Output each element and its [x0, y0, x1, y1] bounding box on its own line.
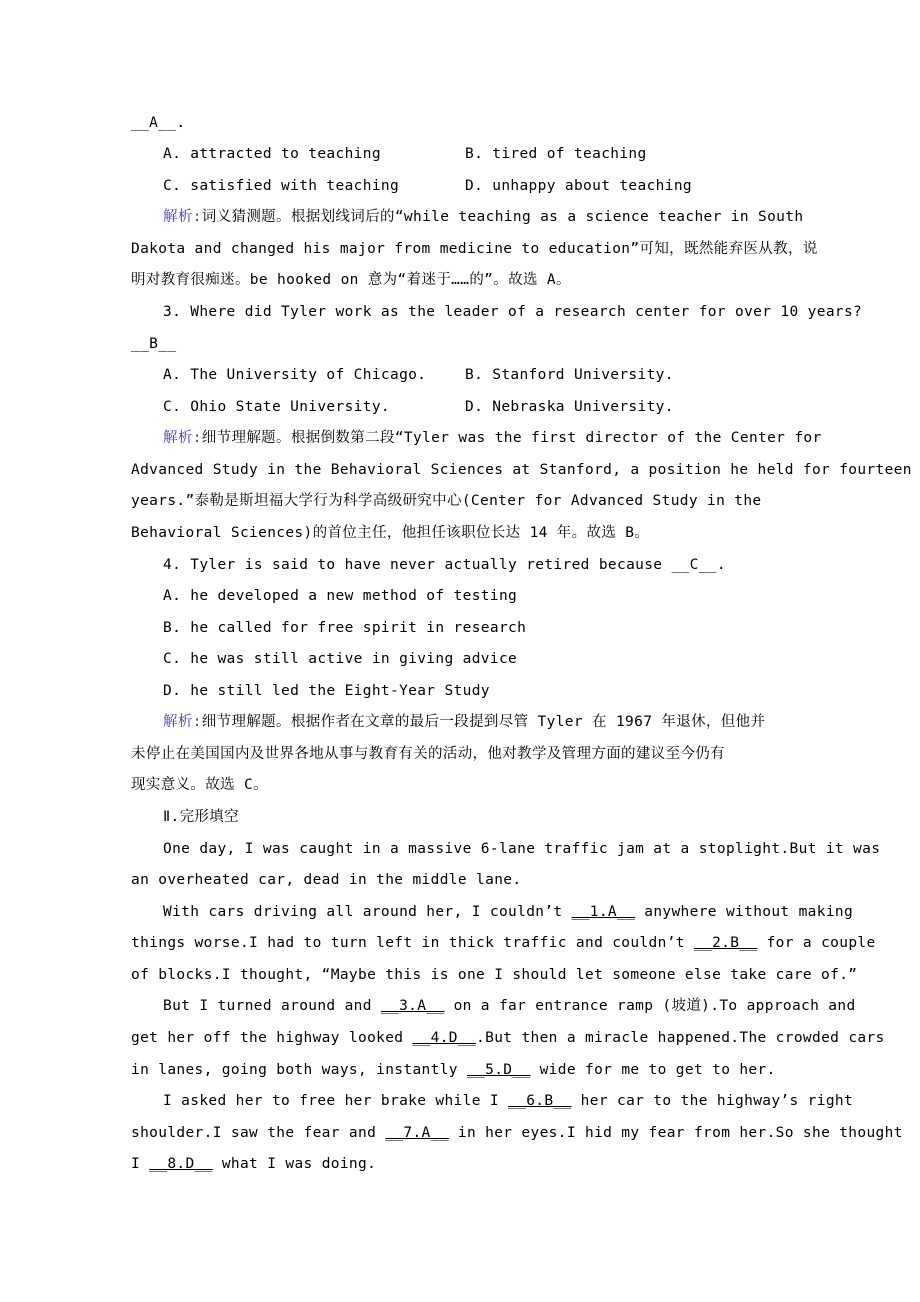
q3-explanation-label: 解析: — [163, 430, 202, 446]
q3-option-d: D. Nebraska University. — [465, 399, 674, 415]
q2-explanation-line-2: Dakota and changed his major from medicine to education”可知，既然能弃医从教，说 — [131, 241, 818, 257]
cloze-p3-line-2 — [131, 1028, 885, 1048]
q2-option-d: D. unhappy about teaching — [465, 178, 692, 194]
cloze-text: in her eyes.I hid my fear from her.So she thought — [448, 1125, 903, 1141]
q2-option-c: C. satisfied with teaching — [163, 178, 400, 194]
cloze-blank-8: __8.D__ — [149, 1156, 213, 1172]
q4-answer: __C__ — [671, 557, 717, 573]
q2-explanation-line-3: 明对教育很痴迷。be hooked on 意为“着迷于……的”。故选 A。 — [131, 272, 571, 288]
cloze-blank-2: __2.B__ — [693, 935, 758, 951]
cloze-text: for a couple — [757, 935, 876, 951]
q2-answer-line: __A__. — [131, 115, 186, 131]
q2-explanation-label: 解析: — [163, 209, 202, 225]
cloze-text: shoulder.I saw the fear and — [131, 1125, 386, 1141]
q4-option-b: B. he called for free spirit in research — [163, 620, 527, 636]
q4-explanation-label: 解析: — [163, 714, 202, 730]
q4-stem — [163, 555, 726, 575]
cloze-blank-6: __6.B__ — [508, 1093, 572, 1109]
q4-explanation-text-1: 细节理解题。根据作者在文章的最后一段提到尽管 Tyler 在 1967 年退休，但他并 — [201, 714, 766, 730]
cloze-text: what I was doing. — [212, 1156, 377, 1172]
q2-explanation-line-1 — [163, 207, 803, 227]
q4-option-c: C. he was still active in giving advice — [163, 651, 518, 667]
cloze-text: her car to the highway’s right — [571, 1093, 854, 1109]
q3-stem: 3. Where did Tyler work as the leader of a research center for over 10 years? — [163, 304, 863, 320]
q4-explanation-line-1 — [163, 712, 765, 732]
cloze-p1-line-1: One day, I was caught in a massive 6-lane traffic jam at a stoplight.But it was — [163, 841, 881, 857]
cloze-p4-line-1 — [163, 1091, 853, 1111]
cloze-text: get her off the highway looked — [131, 1030, 413, 1046]
q3-option-c: C. Ohio State University. — [163, 399, 390, 415]
q3-answer-line: __B__ — [131, 336, 177, 352]
cloze-blank-3: __3.A__ — [380, 998, 445, 1014]
q3-explanation-text-1: 细节理解题。根据倒数第二段“Tyler was the first director of the Center for — [201, 430, 822, 446]
q4-explanation-line-3: 现实意义。故选 C。 — [131, 777, 268, 793]
q3-option-b: B. Stanford University. — [465, 367, 674, 383]
cloze-p2-line-3: of blocks.I thought, “Maybe this is one I should let someone else take care of.” — [131, 967, 858, 983]
q4-option-d: D. he still led the Eight-Year Study — [163, 683, 490, 699]
q3-explanation-line-2: Advanced Study in the Behavioral Sciences at Stanford, a position he held for fourteen — [131, 462, 912, 478]
cloze-text: anywhere without making — [635, 904, 854, 920]
cloze-blank-4: __4.D__ — [412, 1030, 477, 1046]
cloze-text: I — [131, 1156, 150, 1172]
cloze-text: With cars driving all around her, I couldn’t — [163, 904, 572, 920]
cloze-blank-1: __1.A__ — [571, 904, 636, 920]
q2-explanation-text-1: 词义猜测题。根据划线词后的“while teaching as a science teacher in South — [201, 209, 804, 225]
q4-explanation-line-2: 未停止在美国国内及世界各地从事与教育有关的活动，他对教学及管理方面的建议至今仍有 — [131, 746, 725, 762]
cloze-text: things worse.I had to turn left in thick traffic and couldn’t — [131, 935, 694, 951]
q3-explanation-line-1 — [163, 428, 822, 448]
cloze-p1-line-2: an overheated car, dead in the middle lane. — [131, 872, 522, 888]
cloze-text: wide for me to get to her. — [530, 1062, 776, 1078]
q4-option-a: A. he developed a new method of testing — [163, 588, 518, 604]
q4-stem-text: 4. Tyler is said to have never actually retired because — [163, 557, 672, 573]
cloze-blank-5: __5.D__ — [466, 1062, 531, 1078]
cloze-p2-line-2 — [131, 933, 876, 953]
cloze-text: But I turned around and — [163, 998, 381, 1014]
q3-option-a: A. The University of Chicago. — [163, 367, 427, 383]
cloze-text: .But then a miracle happened.The crowded cars — [476, 1030, 885, 1046]
cloze-text: on a far entrance ramp (坡道).To approach and — [444, 998, 856, 1014]
cloze-p4-line-3 — [131, 1154, 376, 1174]
q3-explanation-line-4: Behavioral Sciences)的首位主任，他担任该职位长达 14 年。故选 B。 — [131, 525, 650, 541]
cloze-p2-line-1 — [163, 902, 853, 922]
q2-option-b: B. tired of teaching — [465, 146, 647, 162]
cloze-text: in lanes, going both ways, instantly — [131, 1062, 467, 1078]
q2-option-a: A. attracted to teaching — [163, 146, 381, 162]
cloze-p4-line-2 — [131, 1123, 903, 1143]
cloze-p3-line-3 — [131, 1060, 776, 1080]
cloze-p3-line-1 — [163, 996, 856, 1016]
cloze-blank-7: __7.A__ — [385, 1125, 449, 1141]
section-heading: Ⅱ.完形填空 — [163, 809, 239, 825]
q4-stem-end: . — [716, 557, 726, 573]
q3-explanation-line-3: years.”泰勒是斯坦福大学行为科学高级研究中心(Center for Advanced Study in the — [131, 493, 762, 509]
cloze-text: I asked her to free her brake while I — [163, 1093, 509, 1109]
